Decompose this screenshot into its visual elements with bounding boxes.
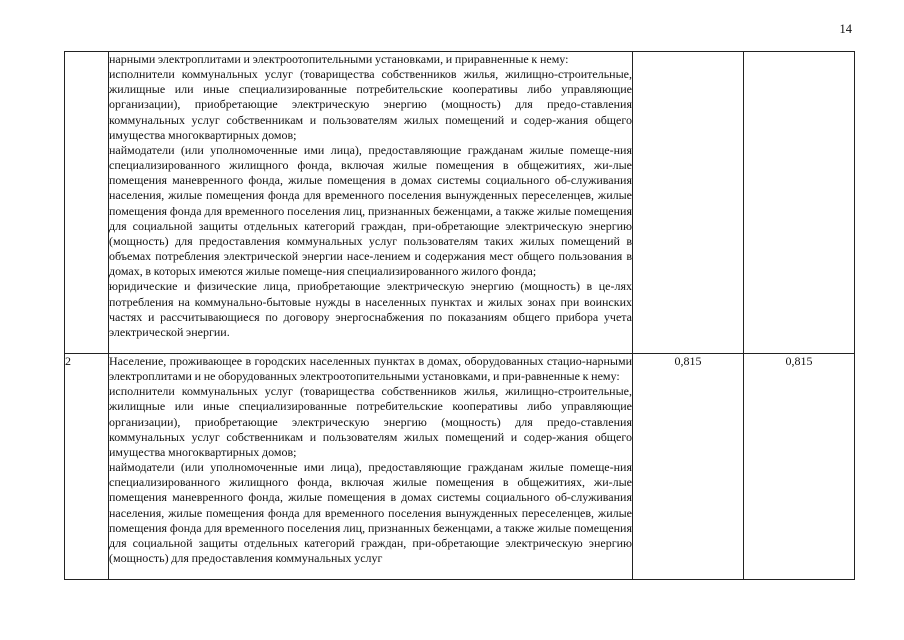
- tariff-table: [64, 51, 855, 580]
- row-paragraph: исполнители коммунальных услуг (товарищества собственников жилья, жилищно-строительные, жилищные или иные специализированные потребительские кооперативы либо управляющие организации), приобретающие электрическую энергию (мощность) для предо-ставления коммунальных услуг собственникам и пользователям жилых помещений и содер-жания общего имущества многоквартирных домов;: [109, 67, 632, 142]
- row-paragraph: юридические и физические лица, приобретающие электрическую энергию (мощность) в це-лях потребления на коммунально-бытовые нужды в населенных пунктах и жилых зонах при воинских частях и рассчитывающиеся по договору энергоснабжения по показаниям общего прибора учета электрической энергии.: [109, 279, 632, 339]
- tariff-value-cell: 0,815: [633, 354, 744, 580]
- tariff-value-cell: [633, 52, 744, 354]
- row-paragraph: наймодатели (или уполномоченные ими лица), предоставляющие гражданам жилые помеще-ния специализированного жилищного фонда, включая жилые помещения в общежитиях, жи-лые помещения маневренного фонда, жилые помещения в домах системы социального об-служивания населения, жилые помещения фонда для временного поселения вынужденных переселенцев, жилые помещения фонда для временного поселения лиц, признанных беженцами, а также жилые помещения для социальной защиты отдельных категорий граждан, при-обретающие электрическую энергию (мощность) для предоставления коммунальных услуг: [109, 460, 632, 566]
- tariff-value-cell: [744, 52, 855, 354]
- row-number-cell: 2: [65, 354, 109, 580]
- row-paragraph: нарными электроплитами и электроотопительными установками, и приравненные к нему:: [109, 52, 569, 66]
- page-number: 14: [839, 22, 852, 36]
- row-description-cell: [109, 52, 633, 354]
- row-paragraph: Население, проживающее в городских населенных пунктах в домах, оборудованных стацио-нарными электроплитами и не оборудованных электроотопительными установками, и при-равненные к нему:: [109, 354, 632, 384]
- table-row: [65, 354, 855, 580]
- table-row: [65, 52, 855, 354]
- tariff-value-cell: 0,815: [744, 354, 855, 580]
- row-paragraph: наймодатели (или уполномоченные ими лица), предоставляющие гражданам жилые помеще-ния специализированного жилищного фонда, включая жилые помещения в общежитиях, жи-лые помещения маневренного фонда, жилые помещения в домах системы социального об-служивания населения, жилые помещения фонда для временного поселения вынужденных переселенцев, жилые помещения фонда для временного поселения лиц, признанных беженцами, а также жилые помещения для социальной защиты отдельных категорий граждан, при-обретающие электрическую энергию (мощность) для предоставления коммунальных услуг пользователям таких жилых помещений в объемах потребления электрической энергии насе-лением и содержания мест общего пользования в домах, в которых имеются жилые помеще-ния специализированного жилого фонда;: [109, 142, 632, 279]
- row-paragraph: исполнители коммунальных услуг (товарищества собственников жилья, жилищно-строительные, жилищные или иные специализированные потребительские кооперативы либо управляющие организации), приобретающие электрическую энергию (мощность) для предо-ставления коммунальных услуг собственникам и пользователям жилых помещений и содер-жания общего имущества многоквартирных домов;: [109, 384, 632, 459]
- row-description-cell: [109, 354, 633, 580]
- row-number-cell: [65, 52, 109, 354]
